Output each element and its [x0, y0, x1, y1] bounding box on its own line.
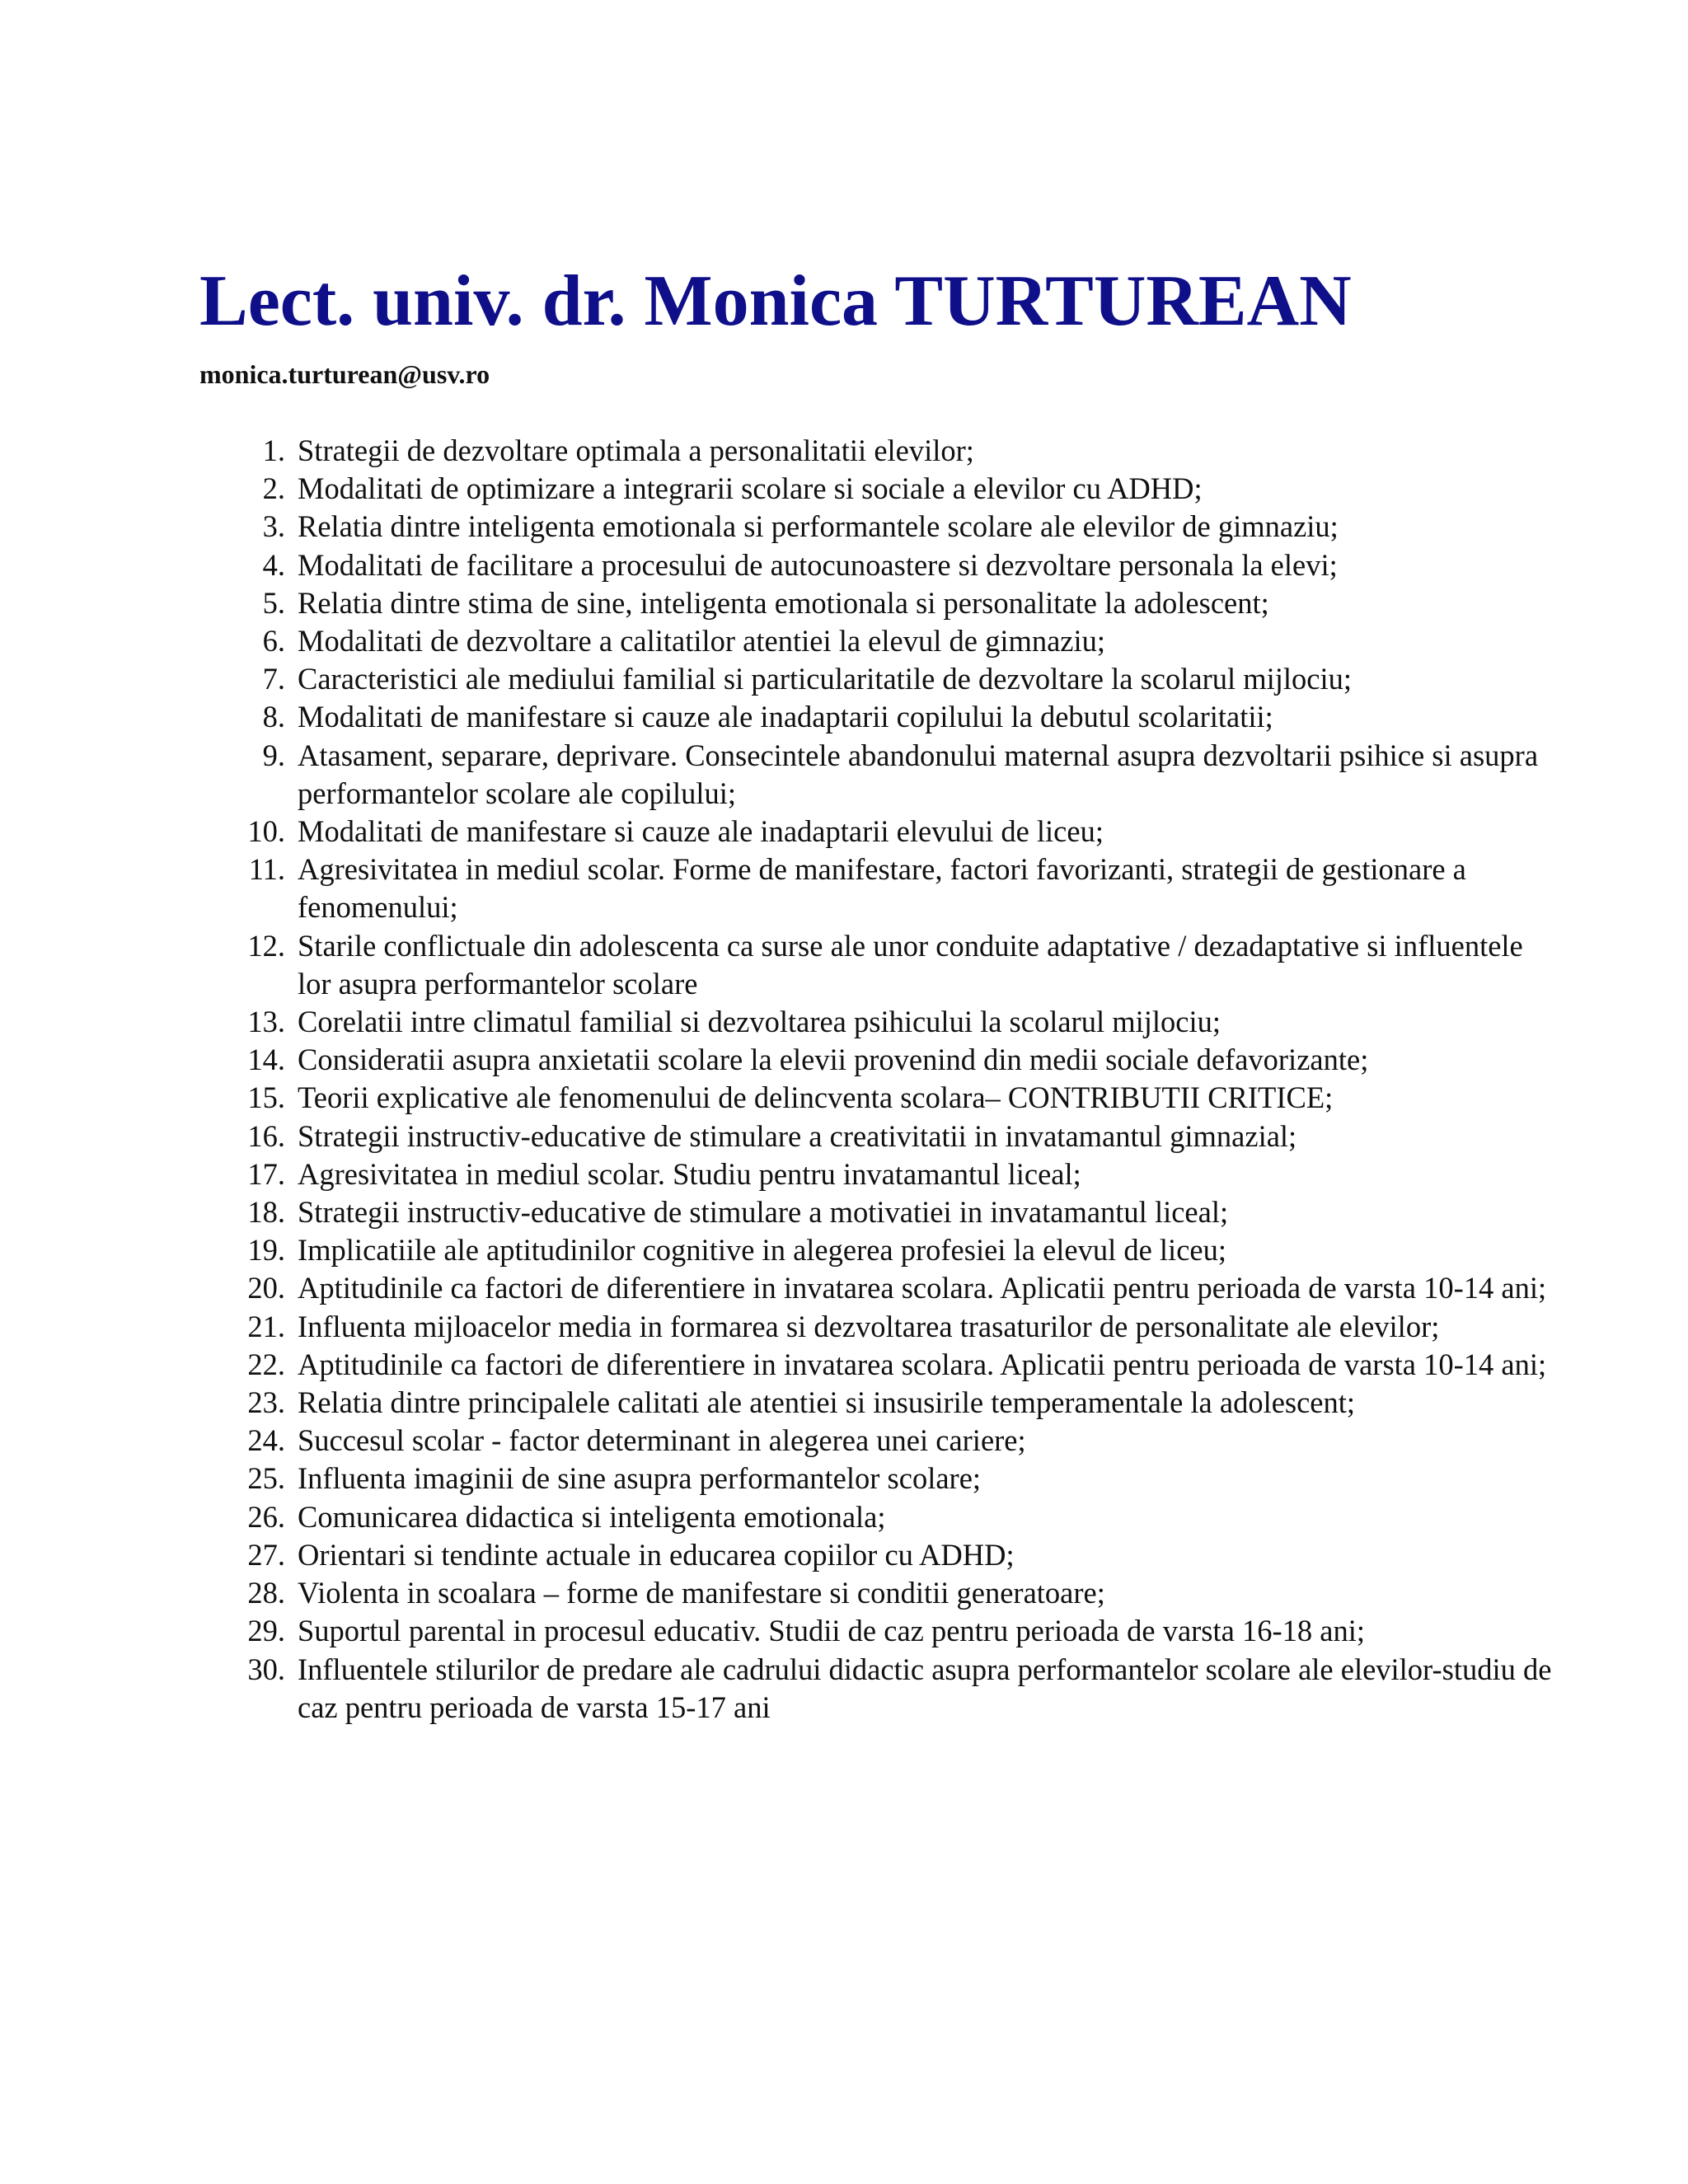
list-item-number: 8. [262, 700, 285, 734]
list-item [0, 1231, 1688, 1269]
list-item [0, 622, 1688, 660]
list-item-number: 30. [247, 1652, 285, 1686]
list-item-text: Modalitati de facilitare a procesului de autocunoastere si dezvoltare personala la elevi; [298, 547, 1338, 582]
list-item-text: Suportul parental in procesul educativ. Studii de caz pentru perioada de varsta 16-18 ani; [298, 1614, 1365, 1648]
list-item-number: 13. [247, 1005, 285, 1039]
list-item-text: Influenta imaginii de sine asupra performantelor scolare; [298, 1461, 982, 1496]
list-item-text: Modalitati de optimizare a integrarii scolare si sociale a elevilor cu ADHD; [298, 471, 1203, 506]
list-item-text: Teorii explicative ale fenomenului de delincventa scolara– CONTRIBUTII CRITICE; [298, 1080, 1334, 1115]
list-item-number: 6. [262, 624, 285, 658]
list-item [0, 1118, 1688, 1155]
list-item [0, 1498, 1688, 1536]
list-item-number: 12. [247, 928, 285, 963]
list-item [0, 1612, 1688, 1650]
list-item-text: Relatia dintre stima de sine, inteligenta emotionala si personalitate la adolescent; [298, 585, 1269, 620]
list-item-text: Strategii instructiv-educative de stimulare a motivatiei in invatamantul liceal; [298, 1195, 1229, 1230]
list-item-text: Implicatiile ale aptitudinilor cognitive in alegerea profesiei la elevul de liceu; [298, 1233, 1226, 1268]
list-item-number: 28. [247, 1576, 285, 1610]
list-item-text: Modalitati de manifestare si cauze ale inadaptarii copilului la debutul scolaritatii; [298, 700, 1273, 734]
list-item [0, 546, 1688, 584]
list-item-text: Starile conflictuale din adolescenta ca surse ale unor conduite adaptative / dezadaptative si influentele lor asupra performantelor scolare [298, 928, 1523, 1001]
list-item-number: 21. [247, 1309, 285, 1343]
page-title: Lect. univ. dr. Monica TURTUREAN [199, 261, 1352, 341]
list-item [0, 737, 1688, 813]
list-item [0, 470, 1688, 508]
list-item-number: 24. [247, 1423, 285, 1458]
list-item-text: Strategii de dezvoltare optimala a personalitatii elevilor; [298, 434, 974, 467]
list-item-number: 9. [262, 738, 285, 772]
list-item-text: Orientari si tendinte actuale in educarea copiilor cu ADHD; [298, 1537, 1015, 1572]
list-item-number: 29. [247, 1614, 285, 1648]
list-item-text: Influentele stilurilor de predare ale cadrului didactic asupra performantelor scolare ale elevilor-studiu de caz pentru perioada de varsta 15-17 ani [298, 1652, 1552, 1724]
list-item-text: Agresivitatea in mediul scolar. Forme de manifestare, factori favorizanti, strategii de gestionare a fenomenului; [298, 852, 1466, 925]
list-item [0, 508, 1688, 546]
list-item [0, 1651, 1688, 1727]
list-item-number: 26. [247, 1499, 285, 1534]
list-item-text: Consideratii asupra anxietatii scolare la elevii provenind din medii sociale defavorizante; [298, 1043, 1369, 1077]
list-item-number: 3. [262, 509, 285, 544]
list-item-number: 20. [247, 1271, 285, 1305]
list-item-number: 15. [247, 1080, 285, 1115]
list-item-number: 7. [262, 662, 285, 696]
list-item-number: 2. [262, 471, 285, 506]
list-item [0, 584, 1688, 622]
list-item [0, 1574, 1688, 1612]
list-item-number: 17. [247, 1156, 285, 1191]
list-item [0, 1079, 1688, 1117]
list-item [0, 813, 1688, 851]
list-item [0, 851, 1688, 926]
list-item-number: 16. [247, 1118, 285, 1153]
list-item-text: Corelatii intre climatul familial si dezvoltarea psihicului la scolarul mijlociu; [298, 1005, 1221, 1039]
list-item [0, 1308, 1688, 1346]
list-item [0, 698, 1688, 736]
topic-list [0, 432, 1688, 1727]
list-item-text: Comunicarea didactica si inteligenta emotionala; [298, 1499, 886, 1534]
list-item-number: 4. [262, 547, 285, 582]
list-item [0, 1003, 1688, 1041]
list-item-text: Caracteristici ale mediului familial si particularitatile de dezvoltare la scolarul mijlociu; [298, 662, 1353, 696]
list-item-number: 1. [262, 434, 285, 467]
list-item [0, 927, 1688, 1003]
list-item [0, 432, 1688, 470]
list-item [0, 1155, 1688, 1193]
list-item [0, 1193, 1688, 1231]
list-item-text: Atasament, separare, deprivare. Consecintele abandonului maternal asupra dezvoltarii psihice si asupra performantelor scolare ale copilului; [298, 738, 1539, 810]
list-item-text: Strategii instructiv-educative de stimulare a creativitatii in invatamantul gimnazial; [298, 1118, 1297, 1153]
list-item [0, 1384, 1688, 1422]
list-item-number: 23. [247, 1385, 285, 1420]
list-item-text: Modalitati de manifestare si cauze ale inadaptarii elevului de liceu; [298, 814, 1104, 849]
list-item [0, 1346, 1688, 1384]
list-item [0, 1460, 1688, 1497]
list-item-number: 19. [247, 1233, 285, 1268]
list-item-text: Agresivitatea in mediul scolar. Studiu pentru invatamantul liceal; [298, 1156, 1081, 1191]
list-item-number: 22. [247, 1347, 285, 1381]
list-item-number: 25. [247, 1461, 285, 1496]
list-item-number: 11. [248, 852, 285, 887]
list-item-text: Influenta mijloacelor media in formarea si dezvoltarea trasaturilor de personalitate ale elevilor; [298, 1309, 1440, 1343]
list-item [0, 1041, 1688, 1079]
list-item-text: Relatia dintre principalele calitati ale atentiei si insusirile temperamentale la adolescent; [298, 1385, 1356, 1420]
list-item-text: Violenta in scoalara – forme de manifestare si conditii generatoare; [298, 1576, 1105, 1610]
list-item-number: 14. [247, 1043, 285, 1077]
list-item [0, 660, 1688, 698]
list-item-number: 18. [247, 1195, 285, 1230]
list-item-text: Modalitati de dezvoltare a calitatilor atentiei la elevul de gimnaziu; [298, 624, 1106, 658]
list-item-text: Aptitudinile ca factori de diferentiere in invatarea scolara. Aplicatii pentru perioada de varsta 10-14 ani; [298, 1347, 1547, 1381]
list-item-number: 27. [247, 1537, 285, 1572]
list-item [0, 1536, 1688, 1574]
list-item [0, 1422, 1688, 1460]
list-item-text: Aptitudinile ca factori de diferentiere in invatarea scolara. Aplicatii pentru perioada de varsta 10-14 ani; [298, 1271, 1547, 1305]
list-item-text: Succesul scolar - factor determinant in alegerea unei cariere; [298, 1423, 1026, 1458]
list-item-number: 5. [262, 585, 285, 620]
list-item-text: Relatia dintre inteligenta emotionala si performantele scolare ale elevilor de gimnaziu; [298, 509, 1339, 544]
author-email: monica.turturean@usv.ro [199, 359, 490, 389]
list-item-number: 10. [247, 814, 285, 849]
list-item [0, 1269, 1688, 1307]
